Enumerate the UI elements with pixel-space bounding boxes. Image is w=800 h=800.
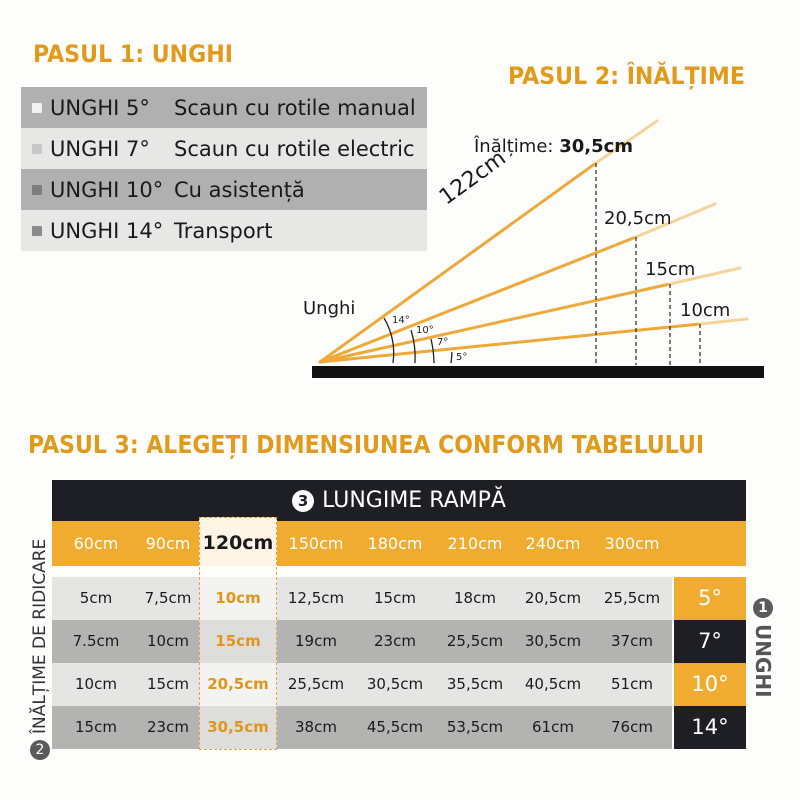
angle-cell: 5° <box>674 577 746 620</box>
length-header-cell: 180cm <box>367 534 423 553</box>
angle-cell: 14° <box>674 706 746 749</box>
table-cell: 40,5cm <box>524 675 582 693</box>
height-label: 15cm <box>645 259 696 280</box>
legend-desc: Transport <box>174 218 273 243</box>
table-cell: 10cm <box>147 632 189 650</box>
table-cell: 7.5cm <box>72 632 120 650</box>
table-cell: 15cm <box>147 675 189 693</box>
table-cell: 38cm <box>295 718 337 736</box>
table-cell: 20,5cm <box>207 675 269 693</box>
table-cell: 37cm <box>611 632 653 650</box>
table-cell: 10cm <box>75 675 117 693</box>
length-header-cell: 90cm <box>145 534 191 553</box>
table-cell: 25,5cm <box>287 675 345 693</box>
table-header-label: LUNGIME RAMPĂ <box>322 488 506 513</box>
table-cell: 23cm <box>147 718 189 736</box>
length-header-cell: 300cm <box>604 534 660 553</box>
svg-text:10°: 10° <box>416 325 434 336</box>
height-label-top: Înălțime: 30,5cm <box>474 136 634 157</box>
table-cell: 15cm <box>75 718 117 736</box>
table-cell: 19cm <box>295 632 337 650</box>
angle-14-label: 14° <box>392 315 410 326</box>
legend-desc: Scaun cu rotile manual <box>174 95 416 120</box>
legend-angle: UNGHI 10° <box>50 177 164 202</box>
table-cell: 61cm <box>532 718 574 736</box>
length-header-cell: 210cm <box>447 534 503 553</box>
legend-angle: UNGHI 5° <box>50 95 150 120</box>
legend-desc: Cu asistență <box>174 177 305 202</box>
angle-label: Unghi <box>303 298 356 319</box>
table-cell: 7,5cm <box>144 589 192 607</box>
length-header-cell: 240cm <box>525 534 581 553</box>
step1-title: PASUL 1: UNGHI <box>33 40 233 68</box>
length-label: 122cm <box>435 145 511 211</box>
ground-bar <box>312 366 764 378</box>
table-cell: 5cm <box>79 589 113 607</box>
table-cell: 45,5cm <box>366 718 424 736</box>
legend-angle: UNGHI 7° <box>50 136 150 161</box>
angle-cell: 7° <box>674 620 746 663</box>
ray-5 <box>320 324 700 362</box>
table-cell: 12,5cm <box>287 589 345 607</box>
table-cell: 35,5cm <box>446 675 504 693</box>
table-cell: 25,5cm <box>446 632 504 650</box>
length-header-cell: 60cm <box>73 534 119 553</box>
table-cell: 30,5cm <box>207 718 269 736</box>
table-cell: 51cm <box>611 675 653 693</box>
height-label: 20,5cm <box>604 208 672 229</box>
table-cell: 15cm <box>215 632 261 650</box>
step-number-badge: 1 <box>753 598 773 618</box>
length-header-cell: 120cm <box>202 532 274 554</box>
table-cell: 30,5cm <box>524 632 582 650</box>
ray-10 <box>320 237 636 362</box>
height-label: 10cm <box>680 300 731 321</box>
svg-text:5°: 5° <box>456 352 468 363</box>
step2-title: PASUL 2: ÎNĂLȚIME <box>508 62 745 90</box>
angle-axis-label: 1 UNGHI <box>751 600 775 698</box>
table-cell: 76cm <box>611 718 653 736</box>
table-cell: 23cm <box>374 632 416 650</box>
legend-desc: Scaun cu rotile electric <box>174 136 415 161</box>
angle-cell: 10° <box>674 663 746 706</box>
length-header-cell: 150cm <box>288 534 344 553</box>
table-cell: 25,5cm <box>603 589 661 607</box>
table-header <box>52 480 746 521</box>
step-number-badge: 3 <box>292 490 314 512</box>
table-cell: 18cm <box>454 589 496 607</box>
table-cell: 15cm <box>374 589 416 607</box>
table-cell: 10cm <box>215 589 261 607</box>
step-number-badge: 2 <box>30 740 50 760</box>
table-cell: 30,5cm <box>366 675 424 693</box>
lift-height-axis-label: 2 ÎNĂLȚIME DE RIDICARE <box>30 538 50 758</box>
svg-text:7°: 7° <box>437 337 449 348</box>
step3-title: PASUL 3: ALEGEȚI DIMENSIUNEA CONFORM TABELULUI <box>28 430 705 459</box>
legend-angle: UNGHI 14° <box>50 218 164 243</box>
table-cell: 53,5cm <box>446 718 504 736</box>
table-cell: 20,5cm <box>524 589 582 607</box>
